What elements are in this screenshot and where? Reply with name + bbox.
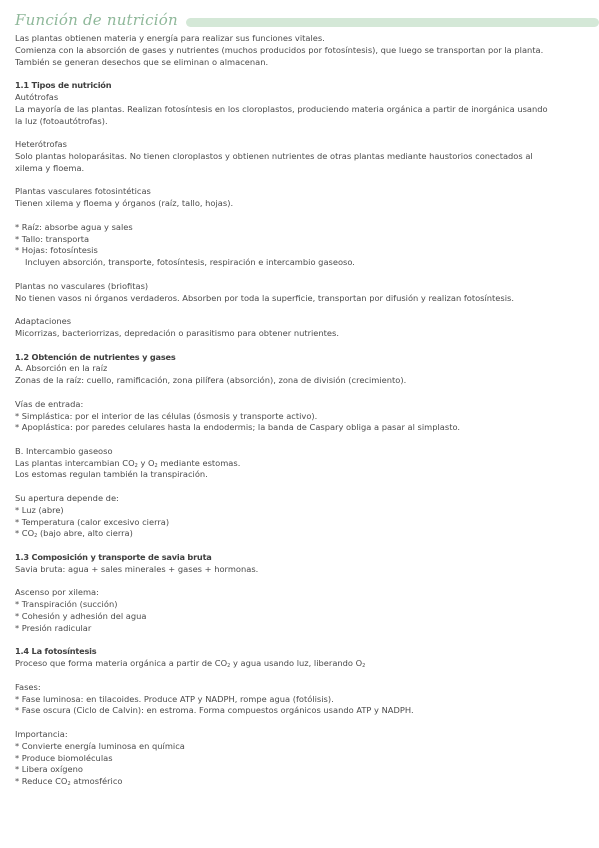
paragraph-line: Los estomas regulan también la transpiración. (15, 469, 208, 480)
paragraph-line: Savia bruta: agua + sales minerales + gases + hormonas. (15, 563, 259, 574)
title-row (15, 11, 587, 33)
list-item: * Hojas: fotosíntesis (15, 245, 98, 256)
intro-line: Las plantas obtienen materia y energía para realizar sus funciones vitales. (15, 33, 325, 43)
list-item: * Raíz: absorbe agua y sales (15, 221, 133, 232)
paragraph-line: No tienen vasos ni órganos verdaderos. Absorben por toda la superficie, transportan por difusión y realizan fotosíntesis. (15, 292, 515, 303)
subheading: Plantas vasculares fotosintéticas (15, 186, 151, 197)
subheading: Fases: (15, 681, 41, 692)
subheading: Su apertura depende de: (15, 493, 119, 504)
subheading: A. Absorción en la raíz (15, 363, 108, 374)
paragraph-line (15, 658, 587, 670)
list-item: * Apoplástica: por paredes celulares hasta la endodermis; la banda de Caspary obliga a pasar al simplasto. (15, 422, 461, 433)
list-item: * Produce biomoléculas (15, 752, 113, 763)
text-segment: Las plantas intercambian CO (15, 457, 135, 468)
text-segment: mediante estomas. (157, 457, 241, 468)
subheading: Plantas no vasculares (briofitas) (15, 280, 149, 291)
title-highlight-bar (186, 18, 599, 27)
subscript: 2 (34, 533, 38, 540)
paragraph-line (15, 458, 587, 470)
section-heading: 1.2 Obtención de nutrientes y gases (15, 351, 176, 362)
list-item (15, 528, 587, 540)
subheading: Heterótrofas (15, 139, 67, 150)
section-heading: 1.4 La fotosíntesis (15, 646, 97, 657)
subscript: 2 (154, 462, 158, 469)
list-item: * Libera oxígeno (15, 764, 83, 775)
list-item: * Temperatura (calor excesivo cierra) (15, 516, 170, 527)
text-segment: y agua usando luz, liberando O (230, 658, 363, 669)
subheading: Importancia: (15, 729, 68, 740)
list-item: * Tallo: transporta (15, 233, 90, 244)
paragraph-line: Solo plantas holoparásitas. No tienen cloroplastos y obtienen nutrientes de otras plantas mediante haustorios conectados al (15, 150, 533, 161)
intro-line: Comienza con la absorción de gases y nutrientes (muchos producidos por fotosíntesis), que luego se transportan por la planta. (15, 44, 544, 55)
list-item: * Simplástica: por el interior de las células (ósmosis y transporte activo). (15, 410, 318, 421)
paragraph-line: xilema y floema. (15, 162, 85, 173)
subheading: Autótrofas (15, 91, 59, 102)
subscript: 2 (134, 462, 138, 469)
subheading: Adaptaciones (15, 316, 72, 327)
text-segment: * Reduce CO (15, 776, 68, 787)
list-item: * Transpiración (succión) (15, 599, 118, 610)
intro-line: También se generan desechos que se eliminan o almacenan. (15, 56, 269, 67)
list-detail: Incluyen absorción, transporte, fotosíntesis, respiración e intercambio gaseoso. (25, 257, 355, 268)
list-item: * Convierte energía luminosa en química (15, 740, 185, 751)
text-segment: * CO (15, 528, 35, 539)
page-title: Función de nutrición (15, 11, 178, 29)
list-item: * Luz (abre) (15, 504, 64, 515)
list-item: * Fase luminosa: en tilacoides. Produce ATP y NADPH, rompe agua (fotólisis). (15, 693, 334, 704)
subscript: 2 (362, 663, 366, 670)
paragraph-line: Micorrizas, bacteriorrizas, depredación o parasitismo para obtener nutrientes. (15, 327, 339, 338)
text-segment: Proceso que forma materia orgánica a partir de CO (15, 658, 228, 669)
section-heading: 1.1 Tipos de nutrición (15, 80, 112, 91)
subheading: B. Intercambio gaseoso (15, 445, 113, 456)
paragraph-line: la luz (fotoautótrofas). (15, 115, 108, 126)
subheading: Ascenso por xilema: (15, 587, 99, 598)
subscript: 2 (67, 781, 71, 788)
text-segment: (bajo abre, alto cierra) (37, 528, 133, 539)
list-item (15, 776, 587, 788)
paragraph-line: Zonas de la raíz: cuello, ramificación, zona pilífera (absorción), zona de división (crecimiento). (15, 375, 407, 386)
text-segment: y O (137, 457, 155, 468)
subscript: 2 (227, 663, 231, 670)
section-heading: 1.3 Composición y transporte de savia bruta (15, 552, 212, 563)
document-page (15, 11, 587, 788)
text-segment: atmosférico (70, 776, 123, 787)
list-item: * Presión radicular (15, 622, 92, 633)
subheading: Vías de entrada: (15, 398, 84, 409)
paragraph-line: La mayoría de las plantas. Realizan fotosíntesis en los cloroplastos, produciendo materia orgánica a partir de inorgánica usando (15, 103, 548, 114)
paragraph-line: Tienen xilema y floema y órganos (raíz, tallo, hojas). (15, 198, 234, 209)
list-item: * Fase oscura (Ciclo de Calvin): en estroma. Forma compuestos orgánicos usando ATP y NADPH. (15, 705, 414, 716)
list-item: * Cohesión y adhesión del agua (15, 611, 147, 622)
